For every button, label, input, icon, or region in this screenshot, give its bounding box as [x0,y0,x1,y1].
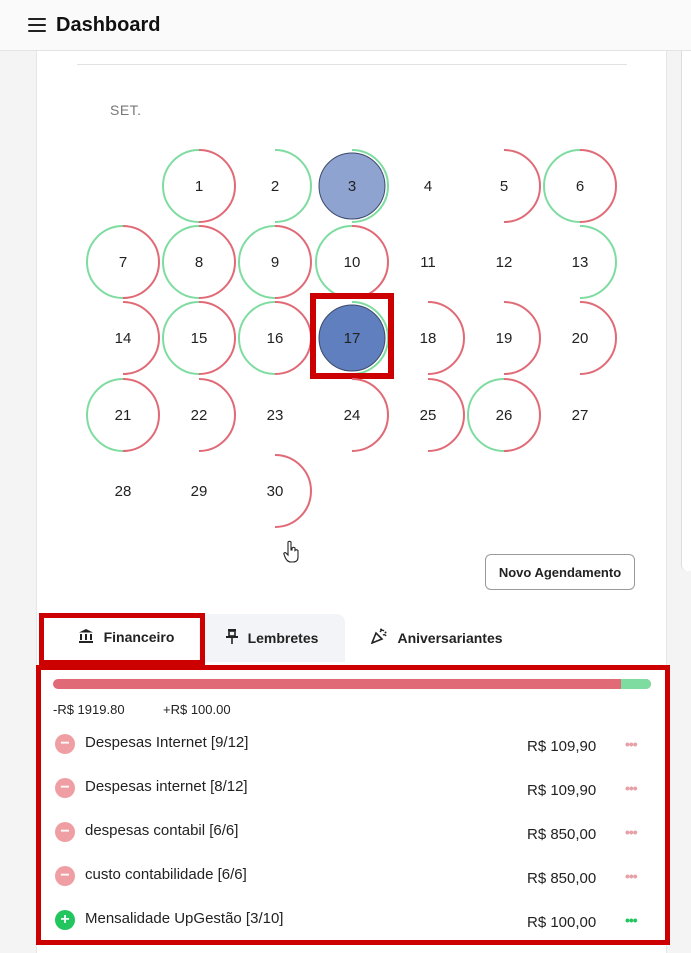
calendar-day[interactable] [237,148,313,224]
transaction-description: despesas contabil [6/6] [85,822,239,839]
tab-lembretes-label: Lembretes [247,630,319,646]
calendar-day-number: 17 [343,329,361,347]
calendar-day[interactable] [314,148,390,224]
calendar-day[interactable] [390,377,466,453]
calendar-day[interactable] [390,148,466,224]
selected-day-highlight [310,293,394,379]
income-total: +R$ 100.00 [163,702,231,717]
calendar-day-number: 1 [194,177,204,195]
side-panel-edge [681,51,691,571]
calendar-day-number: 10 [343,253,361,271]
calendar-day-number: 19 [495,329,513,347]
calendar-day-number: 9 [270,253,280,271]
calendar-day[interactable] [161,148,237,224]
tab-aniversariantes[interactable] [357,614,517,662]
more-options-icon[interactable]: ••• [625,824,637,840]
calendar-day-number: 23 [266,406,284,424]
highlight-box-finance [36,665,670,945]
calendar-day[interactable] [390,224,466,300]
transaction-description: Despesas Internet [9/12] [85,734,249,751]
minus-circle-icon: − [55,778,75,798]
calendar-day[interactable] [237,224,313,300]
calendar-day[interactable] [161,377,237,453]
top-bar [0,0,691,51]
calendar-day[interactable] [466,377,542,453]
transaction-amount: R$ 100,00 [527,914,597,931]
calendar-day-number: 29 [190,482,208,500]
minus-circle-icon: − [55,866,75,886]
calendar-day-number: 30 [266,482,284,500]
calendar-day[interactable] [85,453,161,529]
calendar-day-number: 27 [571,406,589,424]
party-popper-icon [371,628,387,648]
calendar-day-number: 4 [423,177,433,195]
calendar-day-number: 21 [114,406,132,424]
calendar-day-number: 7 [118,253,128,271]
calendar-day-number: 6 [575,177,585,195]
pin-icon [226,629,238,648]
more-options-icon[interactable]: ••• [625,912,637,928]
transaction-amount: R$ 850,00 [527,870,597,887]
calendar-day[interactable] [85,224,161,300]
calendar-day[interactable] [466,148,542,224]
calendar-day-number: 5 [499,177,509,195]
calendar-day-number: 24 [343,406,361,424]
calendar-day[interactable] [161,453,237,529]
calendar-day[interactable] [237,300,313,376]
transaction-description: custo contabilidade [6/6] [85,866,247,883]
tab-aniversariantes-label: Aniversariantes [397,630,503,646]
more-options-icon[interactable]: ••• [625,736,637,752]
tab-lembretes[interactable] [199,614,345,662]
calendar-day[interactable] [161,300,237,376]
calendar-day-number: 16 [266,329,284,347]
expense-total: -R$ 1919.80 [53,702,125,717]
plus-circle-icon: + [55,910,75,930]
transaction-amount: R$ 109,90 [527,782,597,799]
calendar-day[interactable] [466,224,542,300]
more-options-icon[interactable]: ••• [625,780,637,796]
calendar-day-number: 2 [270,177,280,195]
calendar-month-label: SET. [110,102,142,118]
calendar-day[interactable] [314,224,390,300]
calendar-day-number: 3 [347,177,357,195]
calendar-day-number: 26 [495,406,513,424]
more-options-icon[interactable]: ••• [625,868,637,884]
hamburger-menu-icon[interactable] [28,18,46,32]
dashboard-card [36,51,667,953]
divider [77,64,627,65]
calendar-day-number: 18 [419,329,437,347]
calendar-day[interactable] [542,300,618,376]
calendar-day[interactable] [466,300,542,376]
calendar-day[interactable] [542,377,618,453]
hand-cursor-icon [283,540,301,564]
calendar-day[interactable] [314,377,390,453]
calendar-day[interactable] [542,148,618,224]
transaction-description: Despesas internet [8/12] [85,778,248,795]
calendar-day-number: 14 [114,329,132,347]
transaction-amount: R$ 850,00 [527,826,597,843]
calendar-day[interactable] [237,377,313,453]
calendar-day[interactable] [161,224,237,300]
calendar-day-number: 22 [190,406,208,424]
calendar-day-number: 28 [114,482,132,500]
transaction-amount: R$ 109,90 [527,738,597,755]
highlight-box-tab [39,613,205,665]
calendar-day-number: 20 [571,329,589,347]
new-appointment-button[interactable]: Novo Agendamento [485,554,635,590]
minus-circle-icon: − [55,734,75,754]
minus-circle-icon: − [55,822,75,842]
calendar-day[interactable] [542,224,618,300]
calendar-day-number: 12 [495,253,513,271]
page-title: Dashboard [56,13,161,36]
calendar-day-number: 11 [420,253,436,271]
calendar-day-number: 25 [419,406,437,424]
calendar-day-number: 13 [571,253,589,271]
transaction-description: Mensalidade UpGestão [3/10] [85,910,284,927]
tab-financeiro-label: Financeiro [103,629,175,645]
calendar-day[interactable] [237,453,313,529]
calendar-day-number: 8 [194,253,204,271]
calendar-day[interactable] [85,300,161,376]
calendar-day[interactable] [390,300,466,376]
calendar-day[interactable] [85,377,161,453]
calendar-day-number: 15 [190,329,208,347]
